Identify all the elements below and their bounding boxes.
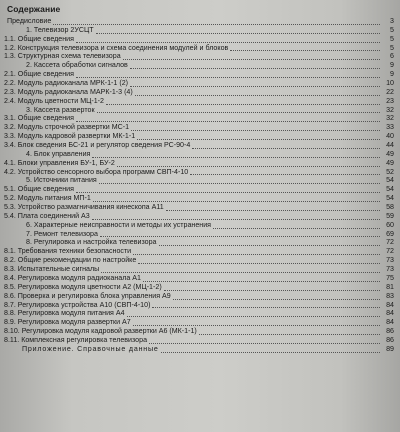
toc-entry-page-number: 86 <box>386 335 394 344</box>
toc-entry-title: 8.10. Регулировка модуля кадровой развертки А6 (МК-1-1) <box>4 327 197 336</box>
table-of-contents <box>2 17 394 354</box>
toc-entry-page-number: 5 <box>390 43 394 52</box>
toc-entry-page-number: 86 <box>386 327 394 336</box>
dot-leader <box>161 343 380 353</box>
toc-entry-title: 3.1. Общие сведения <box>4 114 74 123</box>
toc-entry-page-number: 59 <box>386 211 394 220</box>
toc-entry-title: 8.3. Испытательные сигналы <box>4 265 100 274</box>
toc-entry-page-number: 84 <box>386 318 394 327</box>
toc-entry-page-number: 32 <box>386 105 394 114</box>
toc-entry-title: 2.2. Модуль радиоканала МРК-1-1 (2) <box>4 79 129 88</box>
toc-entry-title: 6. Характерные неисправности и методы их устранения <box>26 220 211 229</box>
toc-entry-page-number: 32 <box>386 114 394 123</box>
toc-entry-title: 8.6. Проверка и регулировка блока управления А9 <box>4 291 171 300</box>
toc-entry-page-number: 73 <box>386 256 394 265</box>
toc-entry-title: Предисловие <box>7 17 52 25</box>
toc-entry-title: 5.1. Общие сведения <box>4 185 74 194</box>
toc-entry-page-number: 33 <box>386 123 394 132</box>
toc-entry-page-number: 52 <box>386 167 394 176</box>
toc-entry-page-number: 75 <box>386 273 394 282</box>
toc-entry-page-number: 72 <box>386 238 394 247</box>
toc-entry-title: 3.2. Модуль строчной развертки МС-1 <box>4 123 130 132</box>
toc-entry-title: 1.3. Структурная схема телевизора <box>4 52 121 61</box>
toc-entry-title: 3.4. Блок сведения БС-21 и регулятор сведения РС-90-4 <box>4 141 191 150</box>
toc-entry-page-number: 54 <box>386 185 394 194</box>
toc-entry-page-number: 6 <box>390 52 394 61</box>
toc-entry-page-number: 49 <box>386 149 394 158</box>
toc-entry-title: 8.11. Комплексная регулировка телевизора <box>4 335 148 344</box>
toc-entry <box>2 345 394 354</box>
toc-entry-title: 8.5. Регулировка модуля цветности А2 (МЦ-1-2) <box>4 282 162 291</box>
toc-entry-title: 7. Ремонт телевизора <box>26 229 98 238</box>
toc-entry-title: 8. Регулировка и настройка телевизора <box>26 238 157 247</box>
toc-entry-title: 1. Телевизор 2УСЦТ <box>26 25 94 34</box>
toc-entry-title: 2.4. Модуль цветности МЦ-1-2 <box>4 96 104 105</box>
toc-entry-title: 4. Блок управления <box>26 149 91 158</box>
toc-entry-page-number: 60 <box>386 220 394 229</box>
toc-entry-title: 8.4. Регулировка модуля радиоканала А1 <box>4 273 141 282</box>
toc-entry-page-number: 5 <box>390 34 394 43</box>
toc-entry-title: 5.4. Плата соединений А3 <box>4 211 90 220</box>
toc-entry-title: 2.1. Общие сведения <box>4 70 74 79</box>
toc-entry-page-number: 84 <box>386 309 394 318</box>
toc-entry-title: 4.2. Устройство сенсорного выбора программ СВП-4-10 <box>4 167 189 176</box>
page-title: Содержание <box>7 4 61 14</box>
toc-entry-title: 2.3. Модуль радиоканала МАРК-1-3 (4) <box>4 87 133 96</box>
toc-entry-page-number: 23 <box>386 96 394 105</box>
toc-entry-title: 5. Источники питания <box>26 176 97 185</box>
toc-entry-page-number: 54 <box>386 194 394 203</box>
toc-entry-page-number: 10 <box>386 79 394 88</box>
toc-entry-page-number: 73 <box>386 265 394 274</box>
toc-entry-page-number: 58 <box>386 203 394 212</box>
toc-entry-title: 5.3. Устройство размагничивания кинескопа А11 <box>4 203 164 212</box>
toc-entry-title: 8.1. Требования техники безопасности <box>4 247 132 256</box>
toc-entry-page-number: 72 <box>386 247 394 256</box>
toc-entry-page-number: 49 <box>386 158 394 167</box>
toc-entry-page-number: 81 <box>386 282 394 291</box>
toc-entry-title: 5.2. Модуль питания МП-1 <box>4 194 91 203</box>
toc-entry-title: 3.3. Модуль кадровой развертки МК-1-1 <box>4 132 136 141</box>
toc-entry-page-number: 9 <box>390 70 394 79</box>
toc-entry-title: 1.2. Конструкция телевизора и схема соединения модулей и блоков <box>4 43 229 52</box>
toc-entry-title: 8.2. Общие рекомендации по настройке <box>4 256 137 265</box>
toc-entry-page-number: 5 <box>390 25 394 34</box>
toc-entry-title: 3. Кассета разверток <box>26 105 95 114</box>
toc-entry-page-number: 22 <box>386 87 394 96</box>
toc-entry-page-number: 9 <box>390 61 394 70</box>
toc-entry-page-number: 40 <box>386 132 394 141</box>
toc-entry-page-number: 69 <box>386 229 394 238</box>
toc-entry-page-number: 54 <box>386 176 394 185</box>
toc-entry-title: 8.7. Регулировка устройства А10 (СВП-4-10) <box>4 300 151 309</box>
toc-entry-title: 8.8. Регулировка модуля питания А4 <box>4 309 125 318</box>
toc-entry-page-number: 83 <box>386 291 394 300</box>
toc-entry-page-number: 84 <box>386 300 394 309</box>
toc-entry-page-number: 3 <box>390 17 394 25</box>
toc-entry-title: Приложение. Справочные данные <box>22 344 159 353</box>
toc-entry-page-number: 44 <box>386 141 394 150</box>
toc-entry-title: 1.1. Общие сведения <box>4 34 74 43</box>
toc-entry-title: 4.1. Блоки управления БУ-1, БУ-2 <box>4 158 115 167</box>
toc-entry-title: 2. Кассета обработки сигналов <box>26 61 128 70</box>
toc-entry-title: 8.9. Регулировка модуля развертки А7 <box>4 318 131 327</box>
toc-entry-page-number: 89 <box>386 344 394 353</box>
